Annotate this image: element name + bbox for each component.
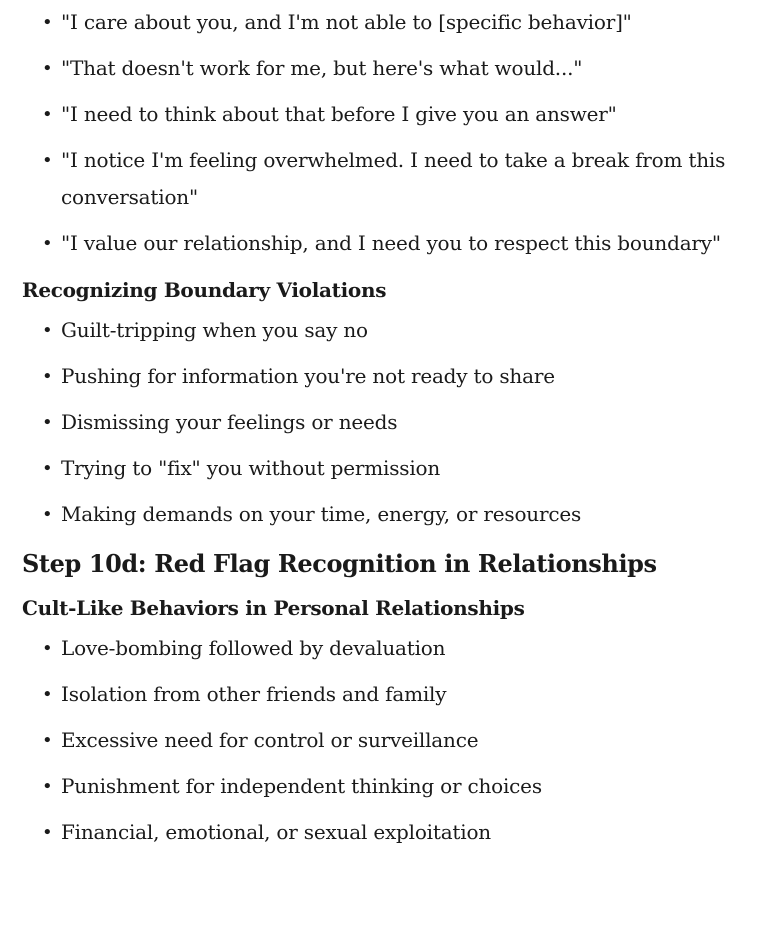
list-item: • "That doesn't work for me, but here's what would..." — [22, 50, 777, 87]
list-item: • Dismissing your feelings or needs — [22, 404, 777, 441]
subsection-heading-cult-like-behaviors: Cult-Like Behaviors in Personal Relationships — [22, 596, 525, 620]
list-item: • Excessive need for control or surveillance — [22, 722, 777, 759]
bullet-icon: • — [42, 58, 53, 79]
bullet-icon: • — [42, 12, 53, 33]
bullet-icon: • — [42, 320, 53, 341]
bullet-icon: • — [42, 233, 53, 254]
bullet-icon: • — [42, 150, 53, 171]
boundary-phrases-list — [22, 0, 777, 262]
bullet-icon: • — [42, 638, 53, 659]
list-item: • Love-bombing followed by devaluation — [22, 630, 777, 667]
bullet-icon: • — [42, 684, 53, 705]
list-item: • Trying to "fix" you without permission — [22, 450, 777, 487]
bullet-icon: • — [42, 730, 53, 751]
bullet-icon: • — [42, 458, 53, 479]
list-item: • Punishment for independent thinking or choices — [22, 768, 777, 805]
bullet-icon: • — [42, 822, 53, 843]
list-item: • Guilt-tripping when you say no — [22, 312, 777, 349]
list-item: • Pushing for information you're not ready to share — [22, 358, 777, 395]
list-item: • "I care about you, and I'm not able to [specific behavior]" — [22, 4, 777, 41]
bullet-icon: • — [42, 366, 53, 387]
section-heading-boundary-violations: Recognizing Boundary Violations — [22, 278, 387, 302]
list-item: • "I value our relationship, and I need you to respect this boundary" — [22, 225, 777, 262]
bullet-icon: • — [42, 776, 53, 797]
list-item: • "I notice I'm feeling overwhelmed. I need to take a break from this conversation" — [22, 142, 777, 216]
bullet-icon: • — [42, 504, 53, 525]
cult-like-behaviors-list — [22, 630, 777, 851]
bullet-icon: • — [42, 104, 53, 125]
list-item: • Making demands on your time, energy, or resources — [22, 496, 777, 533]
list-item: • Financial, emotional, or sexual exploitation — [22, 814, 777, 851]
bullet-icon: • — [42, 412, 53, 433]
section-heading-step-10d: Step 10d: Red Flag Recognition in Relationships — [22, 549, 657, 578]
list-item: • "I need to think about that before I give you an answer" — [22, 96, 777, 133]
boundary-violations-list — [22, 312, 777, 533]
list-item: • Isolation from other friends and family — [22, 676, 777, 713]
